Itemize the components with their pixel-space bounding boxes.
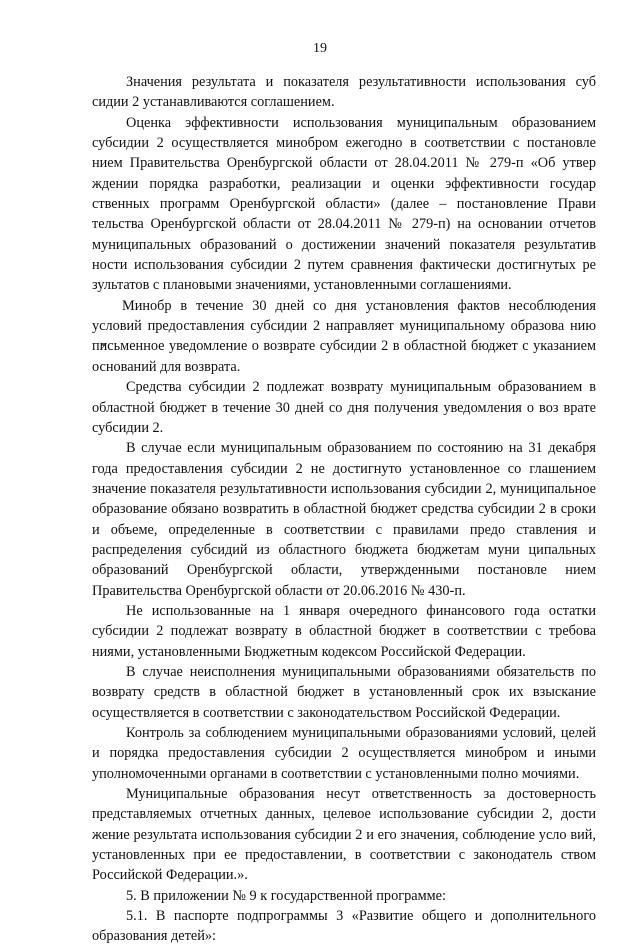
paragraph-subprogram-3-passport [92, 906, 596, 947]
paragraph-line: указанием оснований для возврата. [92, 338, 596, 375]
paragraph-non-fulfillment [92, 662, 596, 723]
paragraph-responsibility [92, 784, 596, 886]
paragraph-line: образования детей»: [92, 928, 216, 945]
paragraph-line: ством Российской Федерации.». [92, 847, 596, 884]
paragraph-line: в областной бюджет в течение 30 дней со дня получения уведомления о воз [92, 379, 597, 416]
paragraph-return-notice [92, 296, 596, 377]
paragraph-line: субсидии 2 в сроки и объеме, определенные в соответствии с правилами предо [92, 501, 597, 538]
paragraph-line: нием Правительства Оренбургской области от 20.06.2016 № 430-п. [92, 562, 596, 599]
paragraph-line: ниями, установленными Бюджетным кодексом Российской Федерации. [92, 643, 526, 660]
paragraph-unused-balances [92, 601, 596, 662]
paragraph-line: Минобр в течение 30 дней со дня установления фактов несоблюдения [122, 297, 596, 314]
paragraph-line: В случае неисполнения муниципальными образованиями обязательств [126, 663, 575, 680]
paragraph-line: В случае если муниципальным образованием по состоянию на [126, 440, 523, 457]
body-text [92, 72, 596, 947]
paragraph-indicator-not-reached [92, 438, 596, 601]
paragraph-line: зультатов с плановыми значениями, установленными соглашениями. [92, 277, 512, 294]
paragraph-line: нию письменное уведомление о возврате субсидии 2 в областной бюджет с [92, 318, 597, 355]
paragraph-line: мочиями. [521, 765, 580, 782]
paragraph-line: сидии 2 устанавливаются соглашением. [92, 94, 335, 111]
paragraph-line: 31 декабря года предоставления субсидии 2 не достигнуто установленное со [92, 440, 596, 477]
paragraph-line: ности использования субсидии 2 путем сравнения фактически достигнутых ре [92, 257, 596, 274]
paragraph-line: ставления и распределения субсидий из областного бюджета бюджетам муни [92, 521, 596, 558]
paragraph-line: тельства Оренбургской области от 28.04.2011 № 279-п) на основании отчетов [92, 216, 596, 233]
paragraph-line: представляемых отчетных данных, целевое использование субсидии 2, дости [92, 806, 596, 823]
paragraph-line: целей и порядка предоставления субсидии 2 осуществляется минобром и [92, 725, 596, 762]
paragraph-line: 5. В приложении № 9 к государственной программе: [126, 887, 446, 904]
paragraph-line: 5.1. В паспорте подпрограммы 3 «Развитие общего и дополнительного [126, 908, 596, 925]
paragraph-line: субсидии 2 осуществляется минобром ежегодно в соответствии с постановле [92, 135, 596, 152]
paragraph-line: врате субсидии 2. [92, 399, 596, 436]
paragraph-line: Средства субсидии 2 подлежат возврату муниципальным образованием [126, 379, 583, 396]
paragraph-efficiency-assessment [92, 113, 596, 296]
paragraph-line: муниципальных образований о достижении значений показателя результатив [92, 236, 596, 253]
paragraph-result-values [92, 72, 596, 113]
paragraph-line: по возврату средств в областной бюджет в установленный срок их взыскание [92, 663, 596, 701]
paragraph-line: ципальных образований Оренбургской области, утвержденными постановле [92, 541, 596, 579]
paragraph-line: глашением значение показателя результативности использования субсидии 2, [92, 460, 596, 497]
paragraph-appendix-9 [92, 886, 596, 906]
paragraph-line: Значения результата и показателя результативности использования суб [126, 74, 596, 90]
paragraph-line: вий, установленных при ее предоставлении, в соответствии с законодатель [92, 826, 597, 864]
paragraph-line: ственных программ Оренбургской области» (далее – постановление Прави [92, 196, 596, 213]
paragraph-refund-deadline [92, 377, 596, 438]
page-number: 19 [313, 41, 327, 56]
paragraph-line: ждении порядка разработки, реализации и оценки эффективности государ [92, 175, 596, 192]
paragraph-line: иными уполномоченными органами в соответствии с установленными полно [92, 745, 597, 782]
paragraph-line: Оценка эффективности использования муниципальным образованием [126, 114, 596, 131]
paragraph-line: Не использованные на 1 января очередного финансового года остатки [126, 602, 596, 619]
paragraph-line: муниципальное образование обязано возвратить в областной бюджет средства [92, 480, 596, 518]
paragraph-line: Контроль за соблюдением муниципальными образованиями условий, [126, 725, 556, 741]
paragraph-line: осуществляется в соответствии с законодательством Российской Федерации. [92, 704, 561, 721]
paragraph-line: условий предоставления субсидии 2 направляет муниципальному образова [92, 318, 565, 335]
paragraph-line: субсидии 2 подлежат возврату в областной бюджет в соответствии с требова [92, 623, 596, 640]
paragraph-line: Муниципальные образования несут ответственность за достоверность [126, 786, 596, 803]
paragraph-control [92, 723, 596, 784]
paragraph-line: нием Правительства Оренбургской области от 28.04.2011 № 279-п «Об утвер [92, 155, 596, 172]
paragraph-line: жение результата использования субсидии 2 и его значения, соблюдение усло [92, 826, 567, 843]
